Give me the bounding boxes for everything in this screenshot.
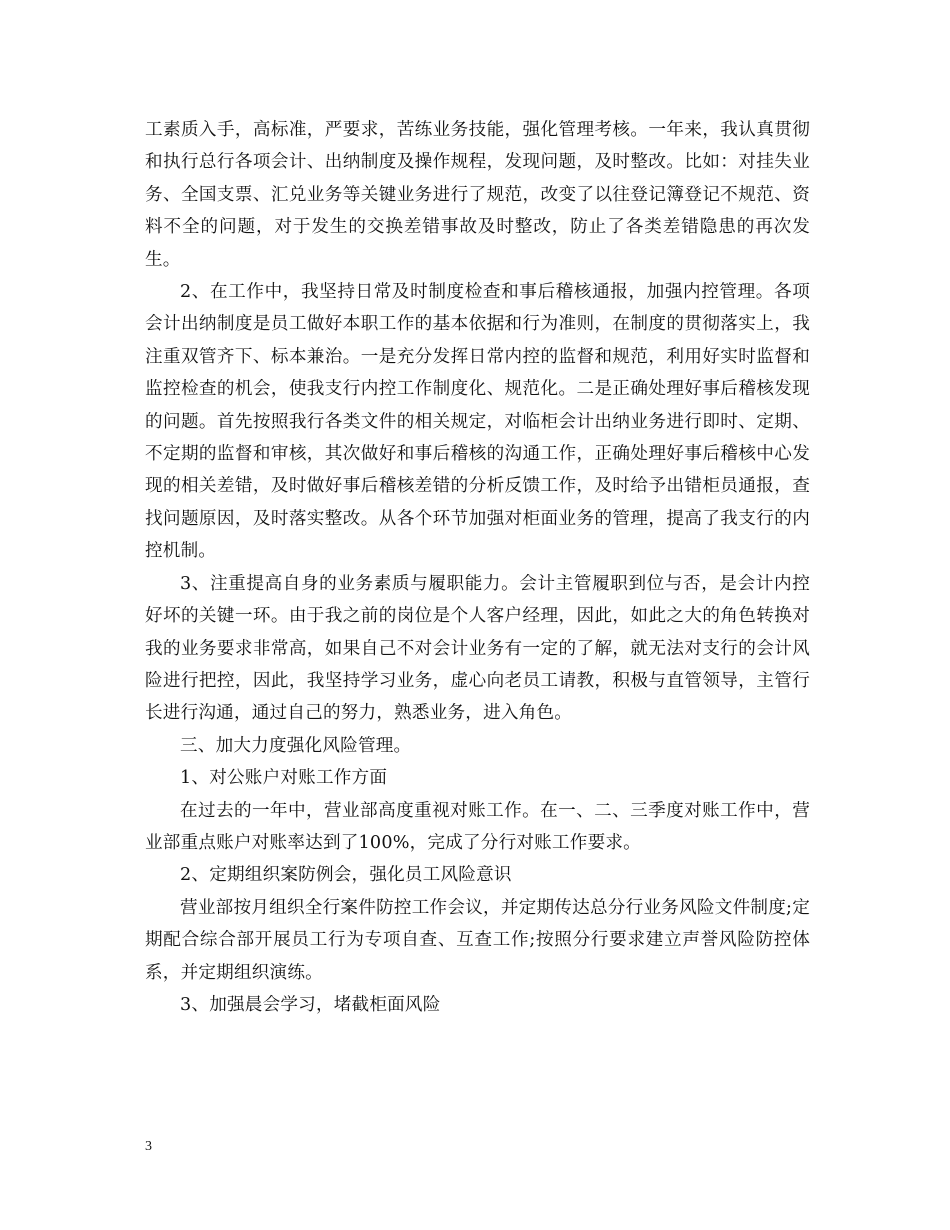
document-body	[145, 114, 810, 1021]
paragraph-reconciliation: 在过去的一年中，营业部高度重视对账工作。在一、二、三季度对账工作中，营业部重点账户对账率达到了100%，完成了分行对账工作要求。	[145, 800, 810, 853]
paragraph-internal-control: 2、在工作中，我坚持日常及时制度检查和事后稽核通报，加强内控管理。各项会计出纳制度是员工做好本职工作的基本依据和行为准则，在制度的贯彻落实上，我注重双管齐下、标本兼治。一是充分发挥日常内控的监督和规范，利用好实时监督和监控检查的机会，使我支行内控工作制度化、规范化。二是正确处理好事后稽核发现的问题。首先按照我行各类文件的相关规定，对临柜会计出纳业务进行即时、定期、不定期的监督和审核，其次做好和事后稽核的沟通工作，正确处理好事后稽核中心发现的相关差错，及时做好事后稽核差错的分析反馈工作，及时给予出错柜员通报，查找问题原因，及时落实整改。从各个环节加强对柜面业务的管理，提高了我支行的内控机制。	[145, 282, 810, 562]
subheading-case-prevention: 2、定期组织案防例会，强化员工风险意识	[180, 865, 512, 886]
paragraph-case-prevention: 营业部按月组织全行案件防控工作会议，并定期传达总分行业务风险文件制度;定期配合综合部开展员工行为专项自查、互查工作;按照分行要求建立声誉风险防控体系，并定期组织演练。	[145, 897, 810, 983]
page-number: 3	[145, 1139, 152, 1154]
subheading-account-reconciliation: 1、对公账户对账工作方面	[180, 768, 388, 789]
paragraph-self-improvement: 3、注重提高自身的业务素质与履职能力。会计主管履职到位与否，是会计内控好坏的关键一环。由于我之前的岗位是个人客户经理，因此，如此之大的角色转换对我的业务要求非常高，如果自己不对会计业务有一定的了解，就无法对支行的会计风险进行把控，因此，我坚持学习业务，虚心向老员工请教，积极与直管领导，主管行长进行沟通，通过自己的努力，熟悉业务，进入角色。	[145, 573, 810, 724]
section-heading-risk-management: 三、加大力度强化风险管理。	[180, 735, 412, 756]
paragraph-continued: 工素质入手，高标准，严要求，苦练业务技能，强化管理考核。一年来，我认真贯彻和执行总行各项会计、出纳制度及操作规程，发现问题，及时整改。比如：对挂失业务、全国支票、汇兑业务等关键业务进行了规范，改变了以往登记簿登记不规范、资料不全的问题，对于发生的交换差错事故及时整改，防止了各类差错隐患的再次发生。	[145, 120, 810, 270]
subheading-morning-meeting: 3、加强晨会学习，堵截柜面风险	[180, 994, 441, 1015]
